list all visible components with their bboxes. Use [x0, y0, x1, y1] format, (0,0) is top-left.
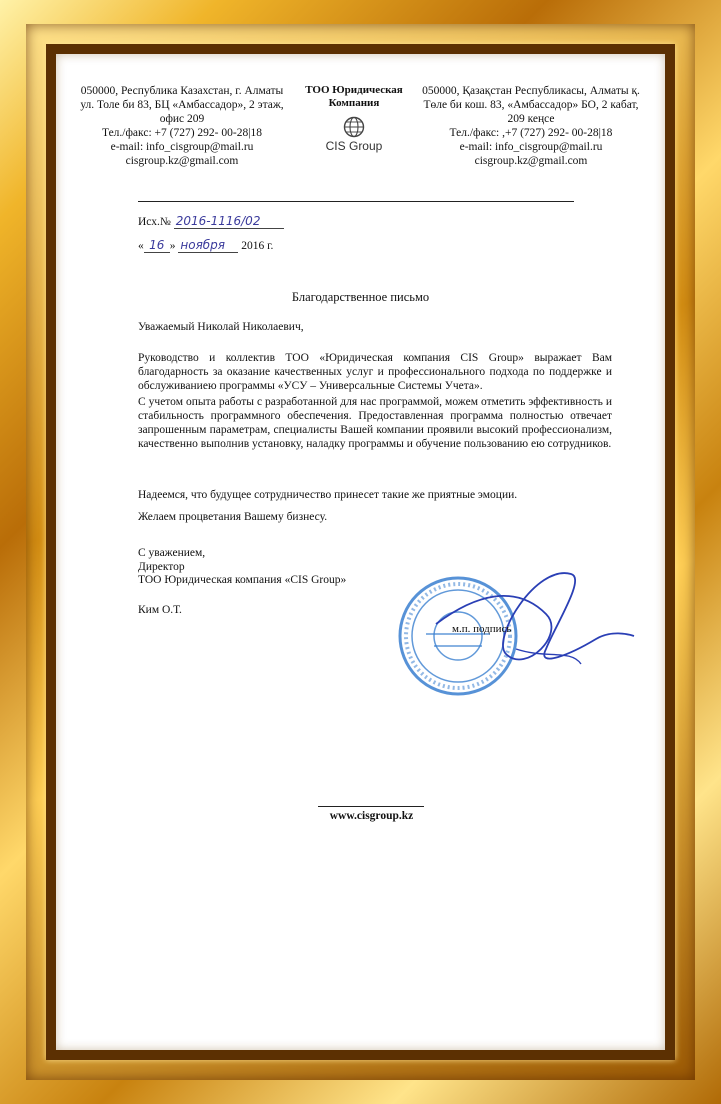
date-month: ноября [178, 238, 238, 253]
closing-line: Директор [138, 560, 185, 573]
phone-line: Тел./факс: +7 (727) 292- 00-28|18 [101, 127, 262, 139]
address-line: ул. Толе би 83, БЦ «Амбассадор», 2 этаж, [80, 99, 284, 111]
header-address-kz [416, 84, 646, 168]
email-line: e-mail: info_cisgroup@mail.ru [110, 141, 254, 153]
letter-page [56, 54, 665, 1050]
company-name-line: ТОО Юридическая [305, 84, 403, 96]
seal-and-signature [396, 554, 636, 704]
address-line: офис 209 [159, 113, 205, 125]
header-divider [138, 201, 574, 202]
address-line: 050000, Қазақстан Республикасы, Алматы қ. [422, 85, 640, 97]
letter-paragraph: С учетом опыта работы с разработанной для нас программой, можем отметить эффективность и стабильность программного обеспечения. Предоставленная программа полностью отвечает запрошенным параметрам, специалисты Вашей компании проявили высокий профессионализм, качественно выполнив установку, наладку программы и обучение пользованию ею сотрудников. [138, 396, 612, 450]
email-line: cisgroup.kz@gmail.com [474, 155, 588, 167]
letter-title: Благодарственное письмо [291, 290, 430, 304]
company-name-line: Компания [328, 97, 380, 109]
footer-divider [318, 806, 424, 807]
globe-logo-icon [343, 116, 365, 138]
footer-website: www.cisgroup.kz [329, 810, 414, 822]
date-day: 16 [144, 238, 170, 253]
closing-line: ТОО Юридическая компания «CIS Group» [138, 574, 347, 586]
letter-paragraph: Желаем процветания Вашему бизнесу. [138, 511, 328, 523]
letter-date [138, 238, 273, 253]
logo-text: CIS Group [325, 139, 383, 153]
quote-open: « [138, 240, 144, 252]
outgoing-number [138, 214, 284, 229]
phone-line: Тел./факс: ,+7 (727) 292- 00-28|18 [449, 127, 613, 139]
address-line: Төле би кош. 83, «Амбассадор» БО, 2 кабат, [423, 99, 639, 111]
letter-paragraph: Руководство и коллектив ТОО «Юридическая компания CIS Group» выражает Вам благодарность за оказание качественных услуг и профессионального подхода по поддержке и обслуживаниею программы «УСУ – Универсальные Системы Учета». [138, 352, 612, 392]
closing-line: С уважением, [138, 547, 206, 559]
quote-close: » [169, 240, 176, 252]
address-line: 209 кеңсе [507, 113, 555, 125]
signer-name: Ким О.Т. [138, 604, 182, 616]
outgoing-number-value: 2016-1116/02 [174, 214, 284, 229]
email-line: cisgroup.kz@gmail.com [125, 155, 239, 167]
header-address-ru [76, 84, 288, 168]
closing-block [138, 547, 346, 588]
letter-paragraph: Надеемся, что будущее сотрудничество принесет такие же приятные эмоции. [138, 489, 518, 501]
letter-greeting: Уважаемый Николай Николаевич, [138, 321, 304, 333]
stamp-icon [396, 554, 636, 704]
address-line: 050000, Республика Казахстан, г. Алматы [80, 85, 284, 97]
seal-label: м.п. подпись [452, 623, 512, 635]
header-company [292, 84, 416, 153]
email-line: e-mail: info_cisgroup@mail.ru [459, 141, 603, 153]
outgoing-number-label: Исх.№ [138, 216, 171, 228]
date-year: 2016 г. [241, 240, 274, 252]
